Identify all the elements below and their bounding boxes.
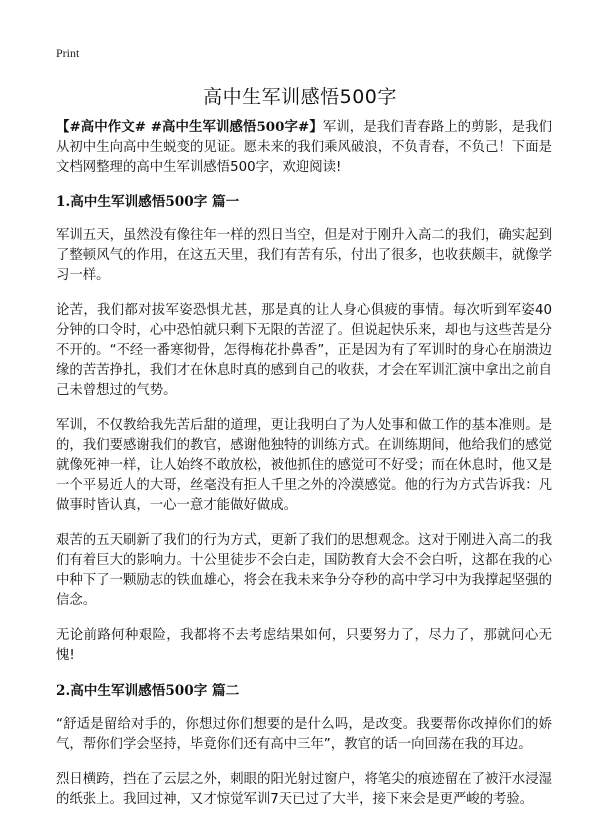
- section-2-paragraph-1: “舒适是留给对手的，你想过你们想要的是什么吗，是改变。我要帮你改掉你们的娇气，帮你们学会坚持，毕竟你们还有高中三年”，教官的话一向回荡在我的耳边。: [56, 717, 552, 752]
- article-body: [56, 117, 552, 822]
- section-1-paragraph-2: 论苦，我们都对拔军姿恐惧尤甚，那是真的让人身心俱疲的事情。每次听到军姿40分钟的口令时，心中恐怕就只剩下无限的苦涩了。但说起快乐来，却也与这些苦是分不开的。“不经一番寒彻骨，怎得梅花扑鼻香”，正是因为有了军训时的身心在崩溃边缘的苦苦挣扎，我们才在休息时真的感到自己的收获，才会在军训汇演中拿出之前自己未曾想过的气势。: [56, 303, 552, 398]
- intro-paragraph: [56, 117, 552, 178]
- print-link[interactable]: Print: [56, 46, 80, 60]
- section-1-paragraph-4: 艰苦的五天刷新了我们的行为方式，更新了我们的思想观念。这对于刚进入高二的我们有着巨大的影响力。十公里徒步不会白走，国防教育大会不会白听，这都在我的心中种下了一颗励志的铁血雄心，将会在我未来争分夺秒的高中学习中为我撑起坚强的信念。: [56, 533, 552, 608]
- section-2-paragraph-2: 烈日横跨，挡在了云层之外，刺眼的阳光射过窗户，将笔尖的痕迹留在了被汗水浸湿的纸张上。我回过神，又才惊觉军训7天已过了大半，接下来会是更严峻的考验。: [56, 772, 552, 807]
- section-1-paragraph-1: 军训五天，虽然没有像往年一样的烈日当空，但是对于刚升入高二的我们，确实起到了整顿风气的作用，在这五天里，我们有苦有乐，付出了很多，也收获颇丰，就像学习一样。: [56, 228, 552, 283]
- page-title: 高中生军训感悟500字: [203, 86, 397, 108]
- intro-text: 军训，是我们青春路上的剪影，是我们从初中生向高中生蜕变的见证。愿未来的我们乘风破浪，不负青春，不负己！下面是文档网整理的高中生军训感悟500字，欢迎阅读!: [56, 120, 553, 175]
- section-1-paragraph-3: 军训，不仅教给我先苦后甜的道理，更让我明白了为人处事和做工作的基本准则。是的，我们要感谢我们的教官，感谢他独特的训练方式。在训练期间，他给我们的感觉就像死神一样，让人始终不敢放松，被他抓住的感觉可不好受；而在休息时，他又是一个平易近人的大哥，丝毫没有拒人千里之外的冷漠感觉。他的行为方式告诉我：凡做事时皆认真，一心一意才能做好做成。: [56, 418, 552, 513]
- section-1-paragraph-5: 无论前路何种艰险，我都将不去考虑结果如何，只要努力了，尽力了，那就问心无愧!: [56, 628, 552, 663]
- section-heading-2: 2.高中生军训感悟500字 篇二: [56, 683, 240, 699]
- intro-tags: 【#高中作文# #高中生军训感悟500字#】: [56, 119, 323, 135]
- section-heading-1: 1.高中生军训感悟500字 篇一: [56, 194, 240, 210]
